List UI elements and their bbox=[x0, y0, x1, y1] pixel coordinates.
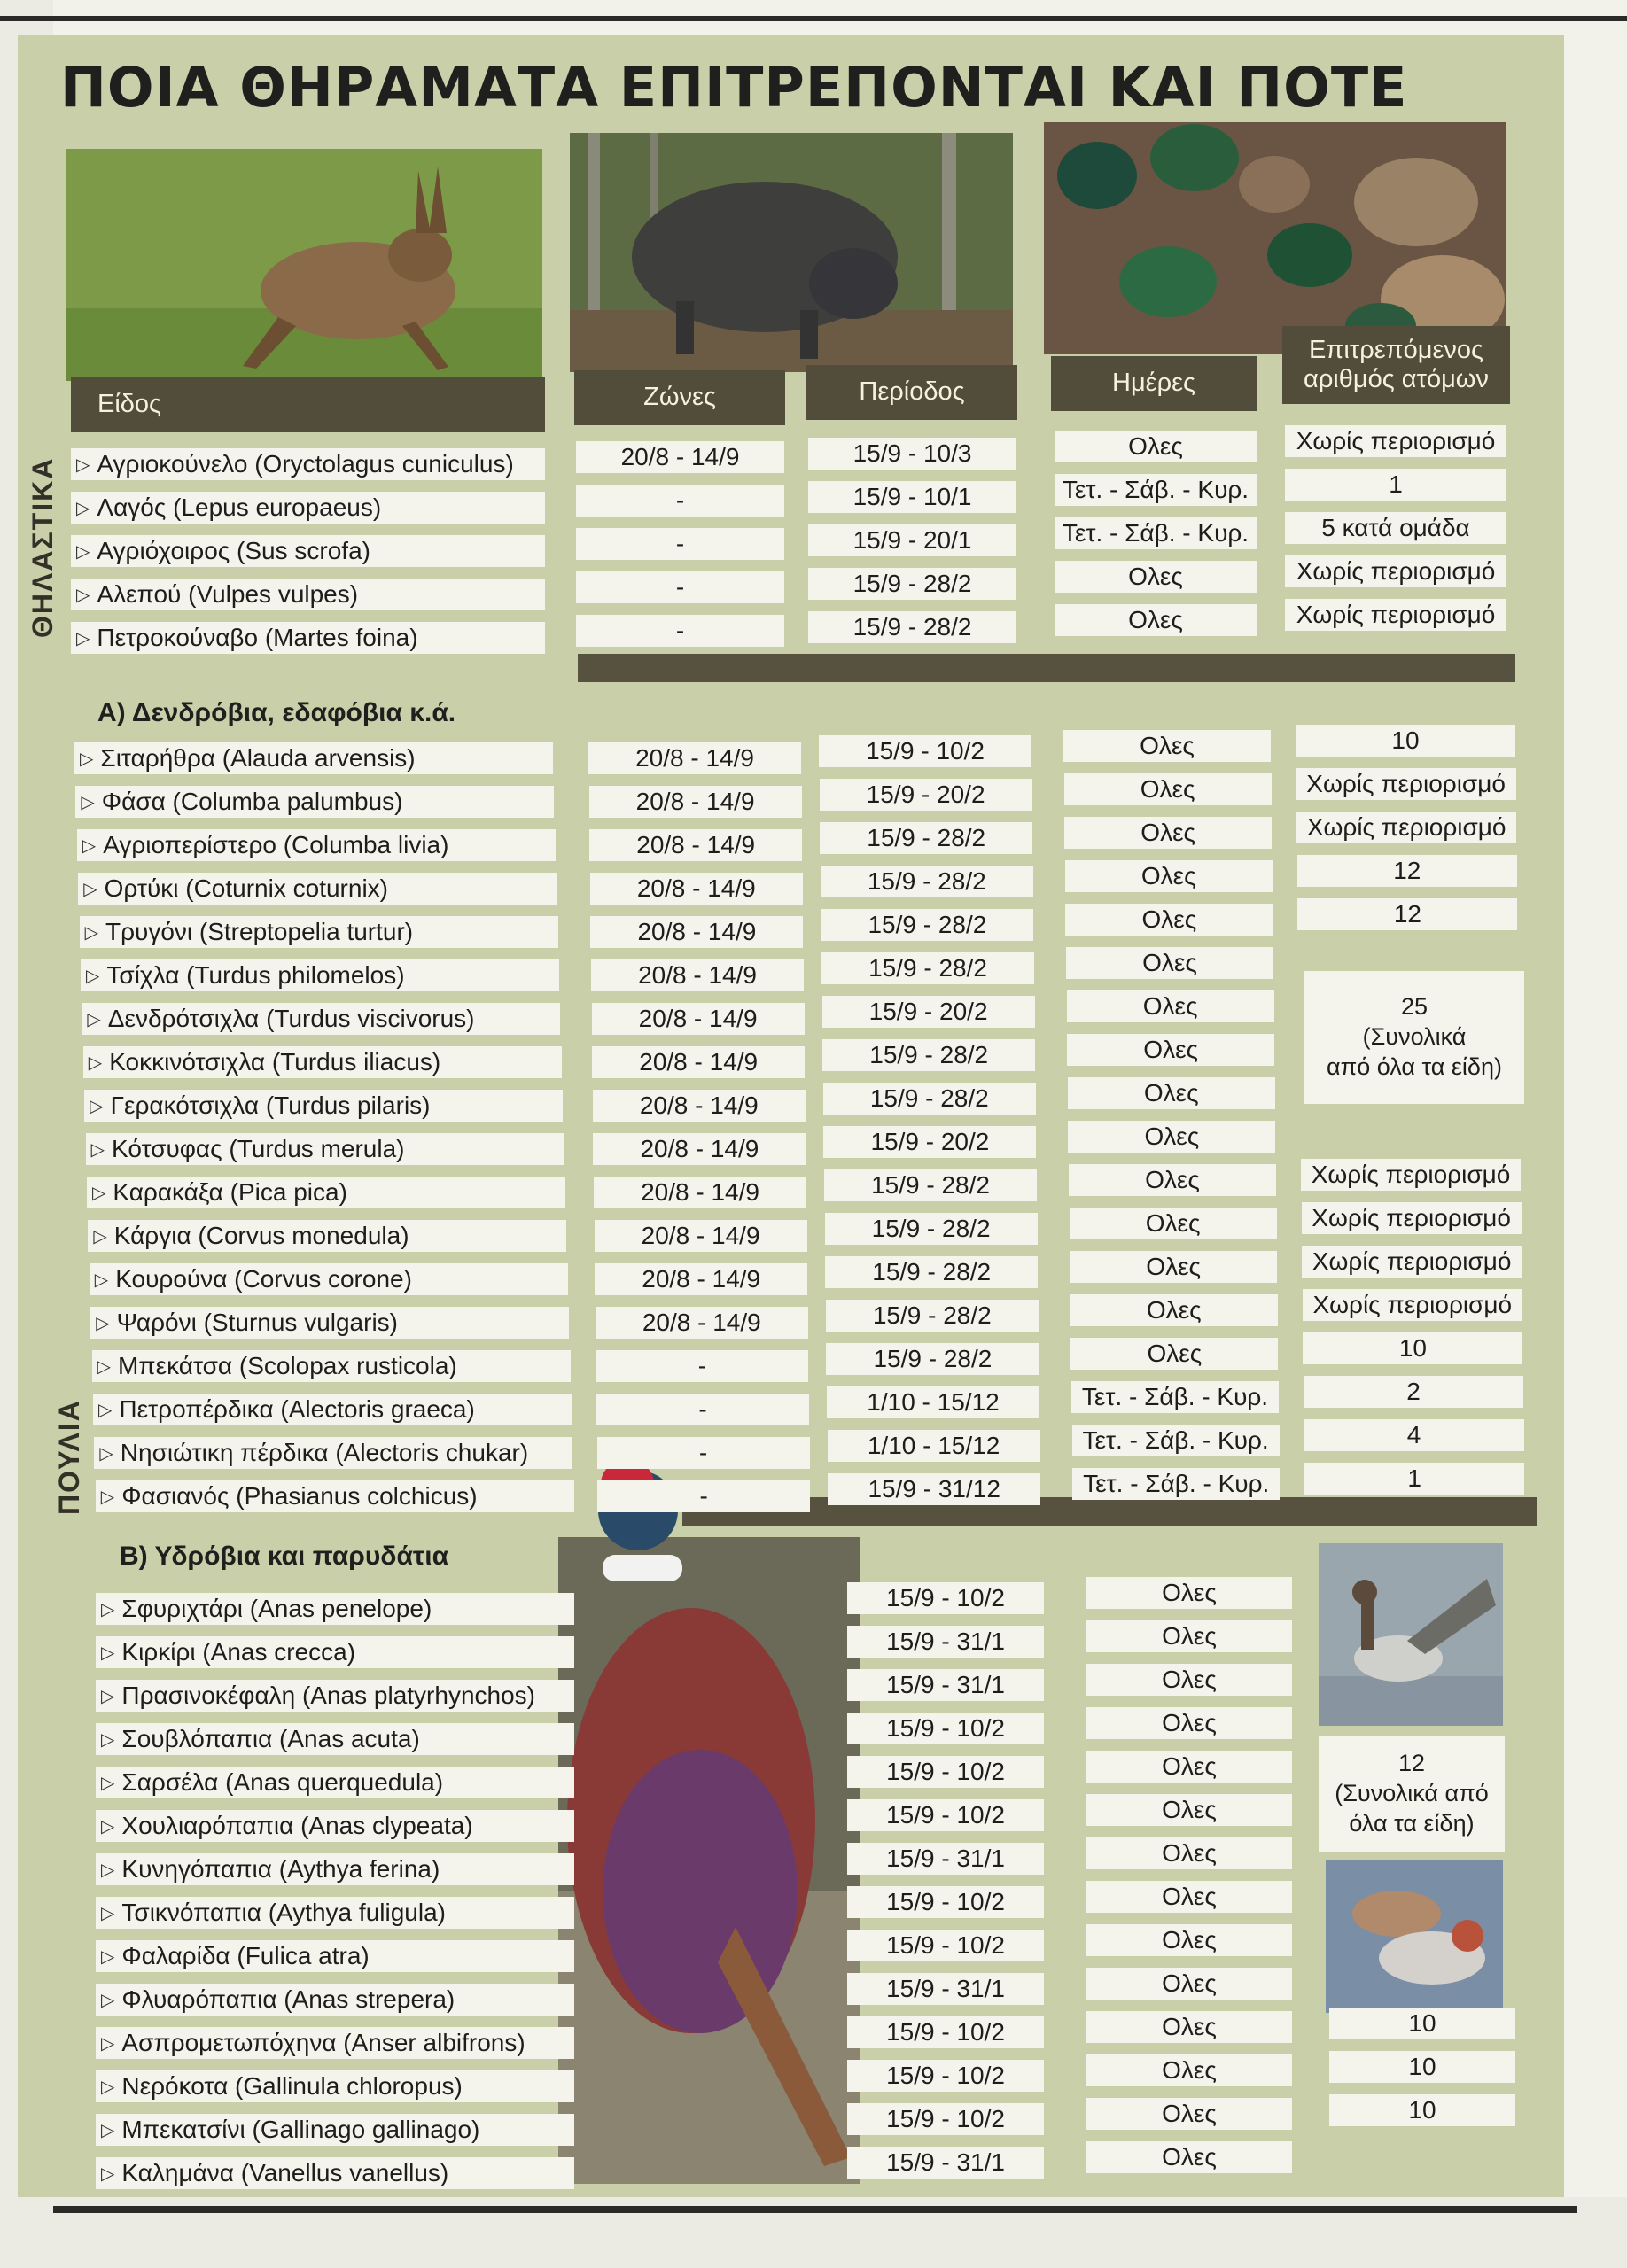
species-name: Τρυγόνι (Streptopelia turtur) bbox=[105, 918, 414, 945]
days-cell: Ολες bbox=[1086, 1577, 1292, 1609]
days-cell: Ολες bbox=[1086, 1881, 1292, 1913]
species-name: Αγριόχοιρος (Sus scrofa) bbox=[97, 537, 370, 564]
days-cell: Ολες bbox=[1064, 817, 1272, 849]
species-cell bbox=[96, 2114, 574, 2146]
species-name: Καρακάξα (Pica pica) bbox=[113, 1178, 347, 1206]
species-name: Κοκκινότσιχλα (Turdus iliacus) bbox=[109, 1048, 441, 1076]
mammal-bird-separator bbox=[578, 654, 1515, 682]
zones-cell: 20/8 - 14/9 bbox=[589, 829, 802, 861]
species-cell bbox=[82, 1003, 560, 1035]
species-cell bbox=[96, 1767, 574, 1798]
period-cell: 15/9 - 10/1 bbox=[808, 481, 1016, 513]
period-cell: 15/9 - 28/2 bbox=[820, 822, 1032, 854]
bottom-rule bbox=[53, 2206, 1577, 2213]
days-cell: Τετ. - Σάβ. - Κυρ. bbox=[1055, 474, 1257, 506]
days-cell: Ολες bbox=[1055, 431, 1257, 462]
row-bullet-icon: ▷ bbox=[101, 2077, 115, 2097]
thrush-note-count: 25 bbox=[1400, 993, 1428, 1021]
species-name: Ασπρομετωπόχηνα (Anser albifrons) bbox=[121, 2029, 525, 2056]
period-cell: 15/9 - 20/1 bbox=[808, 524, 1016, 556]
species-name: Κιρκίρι (Anas crecca) bbox=[121, 1638, 356, 1666]
period-cell: 15/9 - 20/2 bbox=[822, 996, 1035, 1028]
zones-cell: - bbox=[576, 485, 784, 517]
period-cell: 15/9 - 28/2 bbox=[808, 568, 1016, 600]
zones-cell: 20/8 - 14/9 bbox=[594, 1177, 806, 1208]
row-bullet-icon: ▷ bbox=[99, 1443, 113, 1464]
species-name: Τσικνόπαπια (Aythya fuligula) bbox=[121, 1899, 446, 1926]
count-cell: Χωρίς περιορισμό bbox=[1285, 555, 1506, 587]
species-cell bbox=[90, 1263, 568, 1295]
count-cell: 10 bbox=[1329, 2008, 1515, 2039]
col-header-allowed-line2: αριθμός ατόμων bbox=[1304, 365, 1489, 393]
species-cell bbox=[77, 829, 556, 861]
hare-photo bbox=[66, 149, 542, 381]
species-cell bbox=[96, 1984, 574, 2016]
days-cell: Ολες bbox=[1055, 604, 1257, 636]
days-cell: Ολες bbox=[1067, 990, 1274, 1022]
row-bullet-icon: ▷ bbox=[92, 1183, 106, 1203]
species-name: Χουλιαρόπαπια (Anas clypeata) bbox=[121, 1812, 473, 1839]
period-cell: 15/9 - 28/2 bbox=[821, 909, 1033, 941]
row-bullet-icon: ▷ bbox=[101, 1990, 115, 2010]
species-name: Φάσα (Columba palumbus) bbox=[101, 788, 403, 815]
species-name: Κυνηγόπαπια (Aythya ferina) bbox=[121, 1855, 440, 1883]
period-cell: 15/9 - 10/2 bbox=[847, 1886, 1044, 1918]
zones-cell: 20/8 - 14/9 bbox=[590, 873, 803, 905]
days-cell: Τετ. - Σάβ. - Κυρ. bbox=[1055, 517, 1257, 549]
count-cell: Χωρίς περιορισμό bbox=[1302, 1246, 1522, 1278]
period-cell: 15/9 - 10/2 bbox=[847, 1756, 1044, 1788]
species-cell bbox=[96, 2157, 574, 2189]
count-cell: Χωρίς περιορισμό bbox=[1285, 599, 1506, 631]
row-bullet-icon: ▷ bbox=[101, 2033, 115, 2054]
species-cell bbox=[87, 1177, 565, 1208]
period-cell: 15/9 - 28/2 bbox=[822, 1039, 1035, 1071]
zones-cell: 20/8 - 14/9 bbox=[589, 786, 802, 818]
zones-cell: 20/8 - 14/9 bbox=[593, 1133, 806, 1165]
count-cell: Χωρίς περιορισμό bbox=[1303, 1289, 1522, 1321]
row-bullet-icon: ▷ bbox=[76, 498, 90, 518]
days-cell: Ολες bbox=[1068, 1077, 1275, 1109]
count-cell: Χωρίς περιορισμό bbox=[1302, 1202, 1522, 1234]
row-bullet-icon: ▷ bbox=[83, 879, 97, 899]
period-cell: 15/9 - 28/2 bbox=[808, 611, 1016, 643]
days-cell: Ολες bbox=[1063, 730, 1271, 762]
species-name: Τσίχλα (Turdus philomelos) bbox=[106, 961, 405, 989]
row-bullet-icon: ▷ bbox=[87, 1009, 101, 1029]
species-name: Αλεπού (Vulpes vulpes) bbox=[97, 580, 359, 608]
days-cell: Ολες bbox=[1070, 1294, 1278, 1326]
row-bullet-icon: ▷ bbox=[84, 922, 98, 943]
count-cell: 2 bbox=[1304, 1376, 1523, 1408]
species-name: Μπεκάτσα (Scolopax rusticola) bbox=[117, 1352, 457, 1379]
species-cell bbox=[74, 742, 553, 774]
days-cell: Τετ. - Σάβ. - Κυρ. bbox=[1071, 1381, 1279, 1413]
col-header-species: Είδος bbox=[71, 377, 545, 432]
count-cell: Χωρίς περιορισμό bbox=[1296, 812, 1516, 843]
count-cell: 5 κατά ομάδα bbox=[1285, 512, 1506, 544]
species-cell bbox=[71, 622, 545, 654]
species-cell bbox=[75, 786, 554, 818]
count-cell: 12 bbox=[1297, 855, 1517, 887]
period-cell: 15/9 - 10/2 bbox=[819, 735, 1031, 767]
period-cell: 15/9 - 28/2 bbox=[825, 1256, 1038, 1288]
species-name: Φασιανός (Phasianus colchicus) bbox=[121, 1482, 478, 1510]
row-bullet-icon: ▷ bbox=[76, 585, 90, 605]
zones-cell: - bbox=[597, 1480, 810, 1512]
row-bullet-icon: ▷ bbox=[96, 1313, 110, 1333]
period-cell: 1/10 - 15/12 bbox=[828, 1430, 1040, 1462]
row-bullet-icon: ▷ bbox=[101, 1860, 115, 1880]
zones-cell: 20/8 - 14/9 bbox=[576, 441, 784, 473]
count-cell: 10 bbox=[1329, 2094, 1515, 2126]
row-bullet-icon: ▷ bbox=[101, 1686, 115, 1706]
species-name: Νησιώτικη πέρδικα (Alectoris chukar) bbox=[120, 1439, 529, 1466]
period-cell: 15/9 - 28/2 bbox=[821, 866, 1033, 897]
period-cell: 15/9 - 31/1 bbox=[847, 1669, 1044, 1701]
row-bullet-icon: ▷ bbox=[88, 1052, 103, 1073]
period-cell: 15/9 - 10/2 bbox=[847, 2016, 1044, 2048]
period-cell: 15/9 - 28/2 bbox=[823, 1083, 1036, 1115]
species-cell bbox=[96, 2027, 574, 2059]
species-cell bbox=[92, 1350, 571, 1382]
zones-cell: 20/8 - 14/9 bbox=[593, 1090, 806, 1122]
group-label-birds: ΠΟΥΛΙΑ bbox=[53, 1399, 85, 1515]
row-bullet-icon: ▷ bbox=[101, 1599, 115, 1619]
species-cell bbox=[96, 2070, 574, 2102]
species-cell bbox=[88, 1220, 566, 1252]
species-name: Καλημάνα (Vanellus vanellus) bbox=[121, 2159, 449, 2186]
period-cell: 15/9 - 31/1 bbox=[847, 1843, 1044, 1875]
row-bullet-icon: ▷ bbox=[97, 1356, 111, 1377]
days-cell: Ολες bbox=[1070, 1208, 1277, 1239]
species-name: Λαγός (Lepus europaeus) bbox=[97, 493, 382, 521]
species-cell bbox=[71, 579, 545, 610]
count-cell: 1 bbox=[1304, 1463, 1524, 1495]
row-bullet-icon: ▷ bbox=[101, 2120, 115, 2140]
row-bullet-icon: ▷ bbox=[100, 1487, 115, 1507]
species-name: Αγριοκούνελο (Oryctolagus cuniculus) bbox=[97, 450, 514, 478]
species-name: Σιταρήθρα (Alauda arvensis) bbox=[100, 744, 416, 772]
count-cell: 10 bbox=[1296, 725, 1515, 757]
col-header-allowed-line1: Επιτρεπόμενος bbox=[1308, 335, 1484, 364]
species-name: Σαρσέλα (Anas querquedula) bbox=[121, 1768, 444, 1796]
zones-cell: - bbox=[576, 571, 784, 603]
species-name: Σφυριχτάρι (Anas penelope) bbox=[121, 1595, 432, 1622]
species-name: Σουβλόπαπια (Anas acuta) bbox=[121, 1725, 420, 1752]
days-cell: Ολες bbox=[1065, 904, 1273, 936]
days-cell: Ολες bbox=[1086, 1707, 1292, 1739]
species-cell bbox=[71, 492, 545, 524]
species-name: Πετροπέρδικα (Alectoris graeca) bbox=[119, 1395, 475, 1423]
species-cell bbox=[96, 1680, 574, 1712]
days-cell: Ολες bbox=[1086, 1751, 1292, 1783]
species-name: Μπεκατσίνι (Gallinago gallinago) bbox=[121, 2116, 480, 2143]
species-cell bbox=[78, 873, 557, 905]
count-cell: 12 bbox=[1297, 898, 1517, 930]
days-cell: Ολες bbox=[1086, 1664, 1292, 1696]
zones-cell: 20/8 - 14/9 bbox=[595, 1263, 807, 1295]
period-cell: 15/9 - 28/2 bbox=[826, 1300, 1039, 1332]
zones-cell: 20/8 - 14/9 bbox=[591, 959, 804, 991]
duck-note-count: 12 bbox=[1397, 1750, 1426, 1777]
zones-cell: 20/8 - 14/9 bbox=[595, 1220, 807, 1252]
species-cell bbox=[94, 1437, 572, 1469]
count-cell: 10 bbox=[1303, 1332, 1522, 1364]
section-b-separator bbox=[682, 1497, 1537, 1526]
zones-cell: 20/8 - 14/9 bbox=[588, 742, 801, 774]
period-cell: 15/9 - 20/2 bbox=[820, 779, 1032, 811]
row-bullet-icon: ▷ bbox=[86, 966, 100, 986]
count-cell: 10 bbox=[1329, 2051, 1515, 2083]
days-cell: Ολες bbox=[1069, 1164, 1276, 1196]
row-bullet-icon: ▷ bbox=[94, 1270, 109, 1290]
zones-cell: 20/8 - 14/9 bbox=[592, 1003, 805, 1035]
row-bullet-icon: ▷ bbox=[101, 1903, 115, 1923]
days-cell: Ολες bbox=[1086, 2054, 1292, 2086]
period-cell: 15/9 - 10/3 bbox=[808, 438, 1016, 470]
count-cell: 1 bbox=[1285, 469, 1506, 501]
zones-cell: 20/8 - 14/9 bbox=[590, 916, 803, 948]
species-name: Κότσυφας (Turdus merula) bbox=[111, 1135, 405, 1162]
days-cell: Ολες bbox=[1065, 860, 1273, 892]
duck-note-line1: (Συνολικά από bbox=[1335, 1780, 1489, 1807]
species-name: Πρασινοκέφαλη (Anas platyrhynchos) bbox=[121, 1682, 535, 1709]
species-cell bbox=[90, 1307, 569, 1339]
zones-cell: - bbox=[576, 528, 784, 560]
species-name: Πετροκούναβο (Martes foina) bbox=[97, 624, 418, 651]
zones-cell: - bbox=[596, 1350, 808, 1382]
period-cell: 15/9 - 28/2 bbox=[825, 1213, 1038, 1245]
species-cell bbox=[96, 1593, 574, 1625]
group-label-mammals: ΘΗΛΑΣΤΙΚΑ bbox=[27, 456, 58, 638]
period-cell: 15/9 - 20/2 bbox=[823, 1126, 1036, 1158]
species-cell bbox=[96, 1636, 574, 1668]
zones-cell: - bbox=[596, 1394, 809, 1425]
duck-total-note bbox=[1319, 1736, 1505, 1852]
species-cell bbox=[96, 1810, 574, 1842]
species-cell bbox=[80, 916, 558, 948]
row-bullet-icon: ▷ bbox=[76, 454, 90, 475]
species-cell bbox=[71, 448, 545, 480]
period-cell: 15/9 - 31/1 bbox=[847, 1973, 1044, 2005]
col-header-period: Περίοδος bbox=[806, 365, 1017, 420]
thrush-note-line2: από όλα τα είδη) bbox=[1327, 1052, 1502, 1080]
days-cell: Τετ. - Σάβ. - Κυρ. bbox=[1072, 1425, 1280, 1456]
row-bullet-icon: ▷ bbox=[80, 749, 94, 769]
days-cell: Ολες bbox=[1086, 2098, 1292, 2130]
days-cell: Ολες bbox=[1068, 1121, 1275, 1153]
species-name: Δενδρότσιχλα (Turdus viscivorus) bbox=[107, 1005, 475, 1032]
species-cell bbox=[96, 1853, 574, 1885]
period-cell: 15/9 - 28/2 bbox=[821, 952, 1034, 984]
zones-cell: - bbox=[597, 1437, 810, 1469]
species-name: Νερόκοτα (Gallinula chloropus) bbox=[121, 2072, 463, 2100]
species-cell bbox=[81, 959, 559, 991]
species-name: Κάργια (Corvus monedula) bbox=[113, 1222, 409, 1249]
species-cell bbox=[96, 1897, 574, 1929]
row-bullet-icon: ▷ bbox=[90, 1139, 105, 1160]
species-name: Φαλαρίδα (Fulica atra) bbox=[121, 1942, 370, 1969]
row-bullet-icon: ▷ bbox=[82, 835, 97, 856]
species-name: Φλυαρόπαπια (Anas strepera) bbox=[121, 1985, 455, 2013]
col-header-allowed bbox=[1282, 326, 1510, 404]
period-cell: 15/9 - 31/12 bbox=[828, 1473, 1040, 1505]
row-bullet-icon: ▷ bbox=[101, 1643, 115, 1663]
section-heading-b: Β) Υδρόβια και παρυδάτια bbox=[120, 1542, 449, 1571]
days-cell: Ολες bbox=[1055, 561, 1257, 593]
zones-cell: 20/8 - 14/9 bbox=[596, 1307, 808, 1339]
pheasant-photo bbox=[558, 1431, 860, 2184]
row-bullet-icon: ▷ bbox=[101, 1773, 115, 1793]
period-cell: 15/9 - 28/2 bbox=[826, 1343, 1039, 1375]
row-bullet-icon: ▷ bbox=[101, 1729, 115, 1750]
days-cell: Ολες bbox=[1070, 1338, 1278, 1370]
thrush-note-line1: (Συνολικά bbox=[1362, 1023, 1467, 1051]
period-cell: 15/9 - 28/2 bbox=[824, 1169, 1037, 1201]
days-cell: Ολες bbox=[1086, 1794, 1292, 1826]
count-cell: Χωρίς περιορισμό bbox=[1296, 768, 1516, 800]
row-bullet-icon: ▷ bbox=[76, 541, 90, 562]
count-cell: 4 bbox=[1304, 1419, 1524, 1451]
thrush-total-note bbox=[1304, 971, 1524, 1104]
period-cell: 15/9 - 10/2 bbox=[847, 1713, 1044, 1744]
wigeon-photo bbox=[1326, 1860, 1503, 2013]
ducks-photo bbox=[1044, 122, 1506, 354]
days-cell: Ολες bbox=[1066, 947, 1273, 979]
zones-cell: 20/8 - 14/9 bbox=[592, 1046, 805, 1078]
period-cell: 15/9 - 10/2 bbox=[847, 1799, 1044, 1831]
species-name: Κουρούνα (Corvus corone) bbox=[115, 1265, 412, 1293]
species-cell bbox=[86, 1133, 564, 1165]
top-rule bbox=[0, 16, 1627, 21]
period-cell: 15/9 - 10/2 bbox=[847, 1930, 1044, 1961]
col-header-days: Ημέρες bbox=[1051, 356, 1257, 411]
row-bullet-icon: ▷ bbox=[90, 1096, 104, 1116]
row-bullet-icon: ▷ bbox=[81, 792, 95, 812]
species-name: Ψαρόνι (Sturnus vulgaris) bbox=[116, 1309, 398, 1336]
col-header-zones: Ζώνες bbox=[574, 370, 785, 425]
period-cell: 1/10 - 15/12 bbox=[827, 1386, 1039, 1418]
species-cell bbox=[84, 1090, 563, 1122]
period-cell: 15/9 - 10/2 bbox=[847, 2103, 1044, 2135]
days-cell: Ολες bbox=[1067, 1034, 1274, 1066]
days-cell: Ολες bbox=[1086, 1837, 1292, 1869]
count-cell: Χωρίς περιορισμό bbox=[1301, 1159, 1521, 1191]
period-cell: 15/9 - 10/2 bbox=[847, 1582, 1044, 1614]
row-bullet-icon: ▷ bbox=[98, 1400, 113, 1420]
row-bullet-icon: ▷ bbox=[93, 1226, 107, 1247]
days-cell: Ολες bbox=[1086, 1924, 1292, 1956]
species-name: Γερακότσιχλα (Turdus pilaris) bbox=[110, 1091, 431, 1119]
days-cell: Ολες bbox=[1086, 1620, 1292, 1652]
row-bullet-icon: ▷ bbox=[101, 1816, 115, 1837]
page-title: ΠΟΙΑ ΘΗΡΑΜΑΤΑ ΕΠΙΤΡΕΠΟΝΤΑΙ ΚΑΙ ΠΟΤΕ bbox=[60, 55, 1408, 120]
species-cell bbox=[96, 1480, 574, 1512]
species-cell bbox=[71, 535, 545, 567]
species-cell bbox=[96, 1723, 574, 1755]
days-cell: Ολες bbox=[1070, 1251, 1277, 1283]
row-bullet-icon: ▷ bbox=[76, 628, 90, 649]
row-bullet-icon: ▷ bbox=[101, 1946, 115, 1967]
days-cell: Ολες bbox=[1086, 2011, 1292, 2043]
species-name: Ορτύκι (Coturnix coturnix) bbox=[104, 874, 388, 902]
days-cell: Τετ. - Σάβ. - Κυρ. bbox=[1072, 1468, 1280, 1500]
days-cell: Ολες bbox=[1086, 2141, 1292, 2173]
days-cell: Ολες bbox=[1064, 773, 1272, 805]
section-heading-a: Α) Δενδρόβια, εδαφόβια κ.ά. bbox=[97, 698, 456, 727]
species-name: Αγριοπερίστερο (Columba livia) bbox=[103, 831, 449, 858]
period-cell: 15/9 - 10/2 bbox=[847, 2060, 1044, 2092]
species-cell bbox=[93, 1394, 572, 1425]
duck-note-line2: όλα τα είδη) bbox=[1349, 1809, 1475, 1837]
pintail-photo bbox=[1319, 1543, 1503, 1726]
period-cell: 15/9 - 31/1 bbox=[847, 1626, 1044, 1658]
species-cell bbox=[83, 1046, 562, 1078]
zones-cell: - bbox=[576, 615, 784, 647]
count-cell: Χωρίς περιορισμό bbox=[1285, 425, 1506, 457]
boar-photo bbox=[570, 133, 1013, 372]
days-cell: Ολες bbox=[1086, 1968, 1292, 2000]
species-cell bbox=[96, 1940, 574, 1972]
period-cell: 15/9 - 31/1 bbox=[847, 2147, 1044, 2179]
row-bullet-icon: ▷ bbox=[101, 2163, 115, 2184]
